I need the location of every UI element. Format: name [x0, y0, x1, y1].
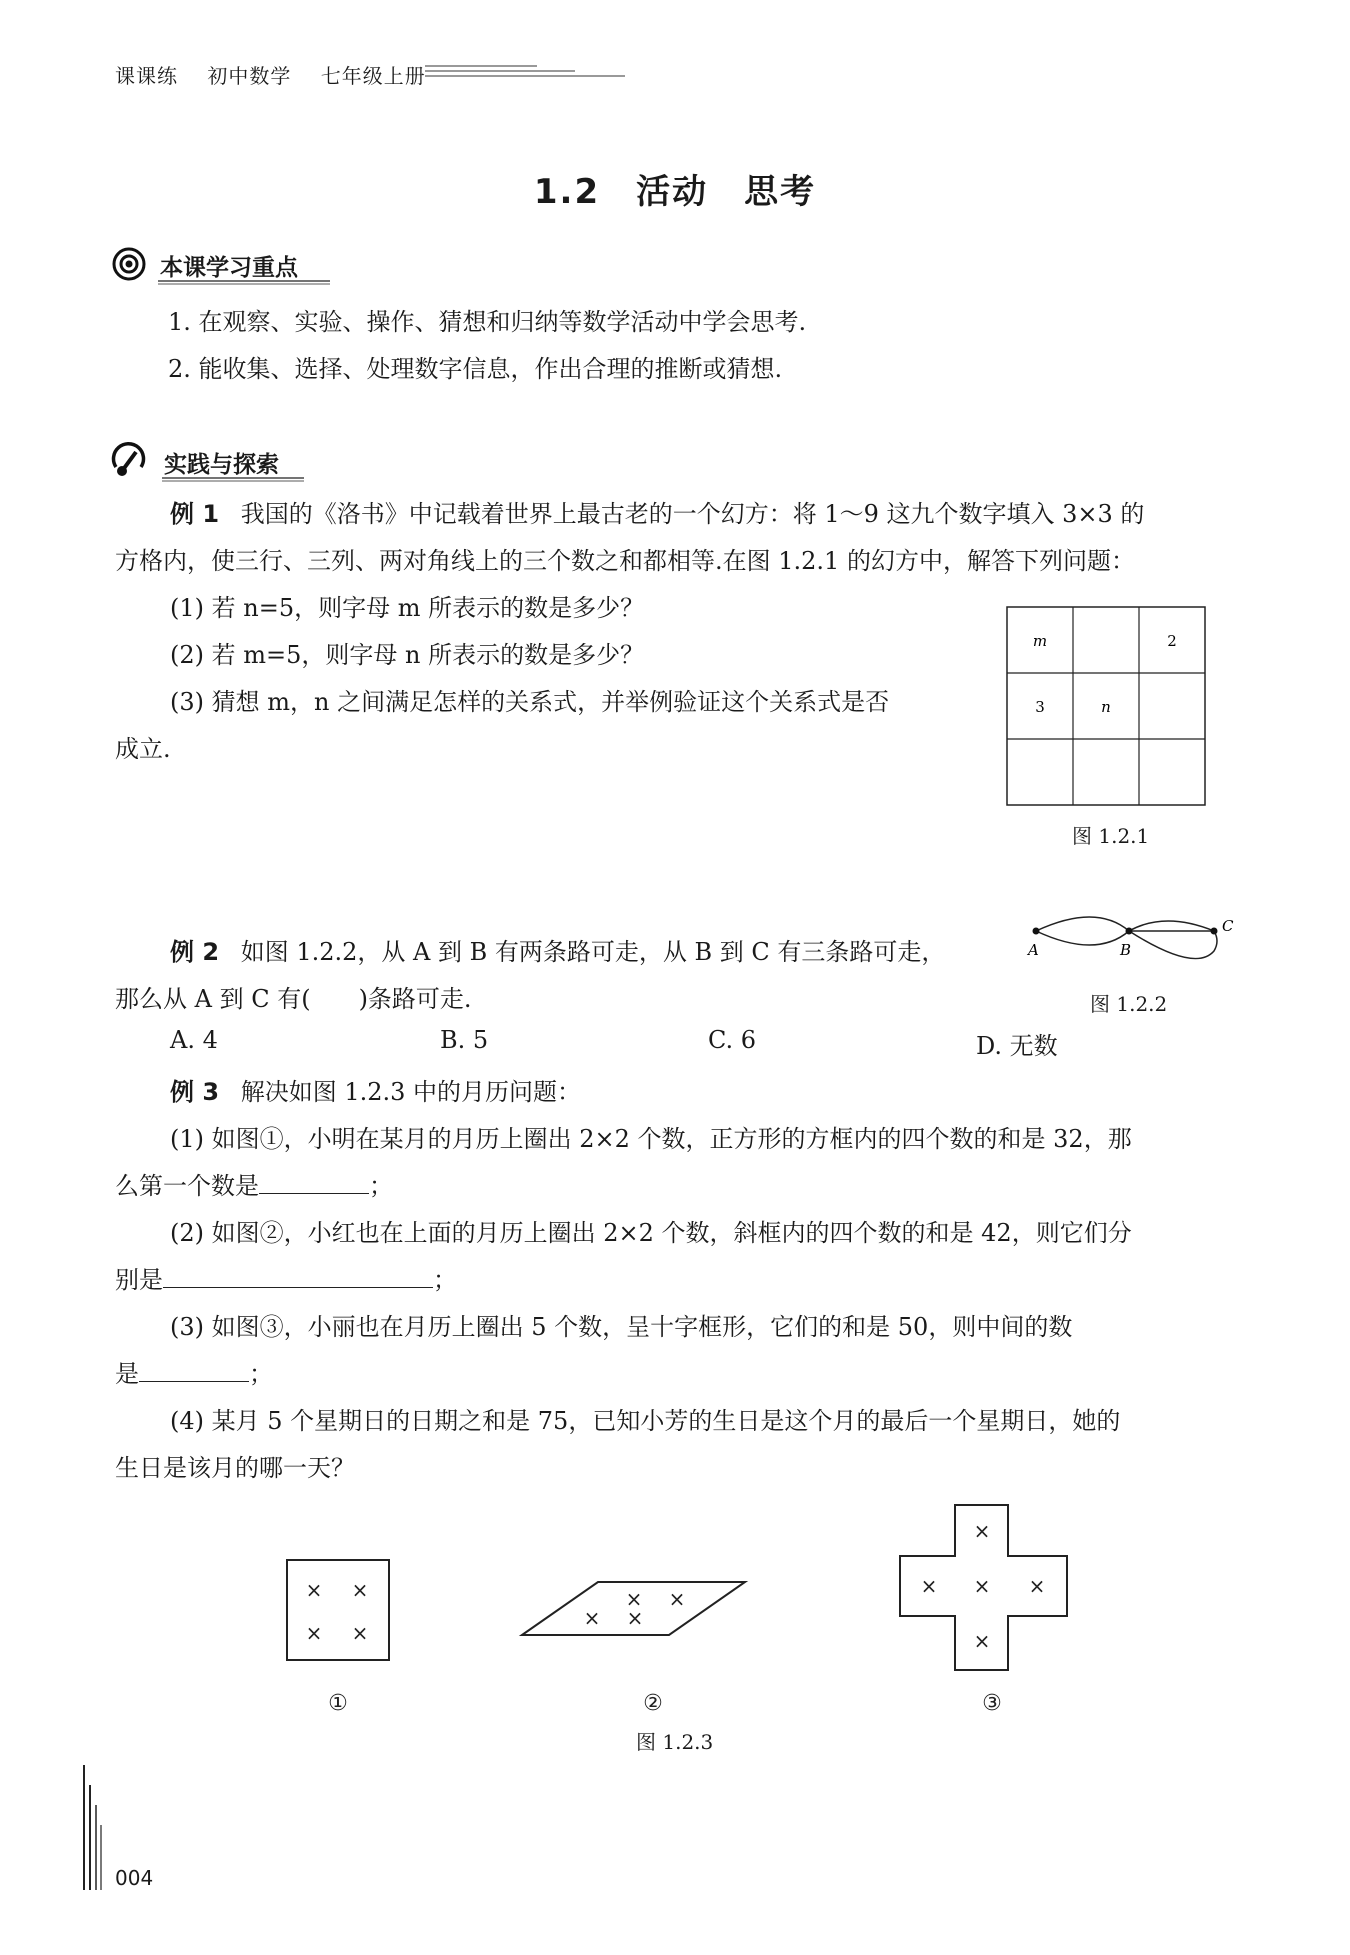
example-1-question-3: (3) 猜想 m，n 之间满足怎样的关系式，并举例验证这个关系式是否	[170, 688, 890, 716]
cross-mark: ×	[305, 1621, 323, 1645]
cross-mark: ×	[626, 1606, 644, 1630]
cross-mark: ×	[305, 1578, 323, 1602]
cross-mark: ×	[973, 1629, 991, 1653]
focus-item-2: 2. 能收集、选择、处理数字信息，作出合理的推断或猜想.	[168, 355, 783, 383]
running-header	[115, 60, 448, 89]
header-decorative-lines	[425, 62, 625, 82]
example-3-question-4: (4) 某月 5 个星期日的日期之和是 75，已知小芳的生日是这个月的最后一个星期日，她的	[170, 1407, 1121, 1435]
semicolon: ；	[433, 1266, 457, 1294]
example-3-label: 例 3	[170, 1078, 220, 1106]
example-2-option-d: D. 无数	[976, 1032, 1058, 1060]
example-2-option-a: A. 4	[170, 1026, 218, 1054]
header-series: 课课练	[115, 64, 178, 88]
example-3-question-1: (1) 如图①，小明在某月的月历上圈出 2×2 个数，正方形的方框内的四个数的和是 32，那	[170, 1125, 1132, 1153]
example-1-question-3-cont: 成立.	[115, 735, 171, 763]
example-3-question-4-cont: 生日是该月的哪一天？	[115, 1454, 355, 1482]
page-margin-bars	[80, 1755, 110, 1895]
page-number: 004	[115, 1866, 154, 1890]
grid-cell-r1c3: 2	[1167, 632, 1177, 650]
example-3-intro: 解决如图 1.2.3 中的月历问题：	[240, 1078, 582, 1106]
figure-label-3: ③	[982, 1691, 1002, 1716]
cross-mark: ×	[973, 1574, 991, 1598]
exploration-icon	[110, 440, 148, 478]
cross-mark: ×	[351, 1578, 369, 1602]
example-1-question-2: (2) 若 m=5，则字母 n 所表示的数是多少？	[170, 641, 645, 669]
figure-1-2-3-caption: 图 1.2.3	[636, 1730, 714, 1754]
example-3-question-2: (2) 如图②，小红也在上面的月历上圈出 2×2 个数，斜框内的四个数的和是 42，则它们分	[170, 1219, 1132, 1247]
answer-blank-2[interactable]	[163, 1265, 433, 1288]
example-2-option-c: C. 6	[708, 1026, 757, 1054]
example-3-question-3-cont: 是	[115, 1360, 139, 1388]
example-1-line-1: 我国的《洛书》中记载着世界上最古老的一个幻方：将 1～9 这九个数字填入 3×3 的	[240, 500, 1145, 528]
cross-mark: ×	[920, 1574, 938, 1598]
cross-mark: ×	[351, 1621, 369, 1645]
example-1-label: 例 1	[170, 500, 220, 528]
example-2-label: 例 2	[170, 938, 220, 966]
point-b-label: B	[1120, 941, 1132, 959]
figure-label-1: ①	[328, 1691, 348, 1716]
example-2-option-b: B. 5	[440, 1026, 489, 1054]
example-3-question-3: (3) 如图③，小丽也在月历上圈出 5 个数，呈十字框形，它们的和是 50，则中间的数	[170, 1313, 1073, 1341]
grid-cell-r1c1: m	[1032, 632, 1048, 650]
header-grade: 七年级上册	[320, 64, 426, 88]
magic-square-grid	[1006, 606, 1206, 806]
grid-cell-r2c1: 3	[1035, 698, 1045, 716]
focus-item-1: 1. 在观察、实验、操作、猜想和归纳等数学活动中学会思考.	[168, 308, 807, 336]
cross-mark: ×	[583, 1606, 601, 1630]
figure-1-2-1-caption: 图 1.2.1	[1072, 824, 1150, 848]
answer-blank-1[interactable]	[259, 1171, 369, 1194]
semicolon: ；	[249, 1360, 273, 1388]
target-icon	[112, 247, 146, 281]
cross-mark: ×	[1028, 1574, 1046, 1598]
figure-1-2-2-caption: 图 1.2.2	[1090, 992, 1168, 1016]
route-diagram	[1020, 905, 1250, 975]
cross-mark: ×	[973, 1519, 991, 1543]
focus-underline	[158, 279, 330, 285]
example-2-line-1: 如图 1.2.2，从 A 到 B 有两条路可走，从 B 到 C 有三条路可走，	[240, 938, 946, 966]
example-1-question-1: (1) 若 n=5，则字母 m 所表示的数是多少？	[170, 594, 645, 622]
header-subject: 初中数学	[207, 64, 292, 88]
figure-label-2: ②	[643, 1691, 663, 1716]
example-3-question-1-cont: 么第一个数是	[115, 1172, 259, 1200]
calendar-figures	[270, 1500, 1100, 1750]
practice-underline	[162, 476, 304, 482]
focus-heading: 本课学习重点	[160, 255, 298, 281]
practice-heading: 实践与探索	[164, 452, 279, 478]
cross-mark: ×	[625, 1587, 643, 1611]
example-1-line-2: 方格内，使三行、三列、两对角线上的三个数之和都相等.在图 1.2.1 的幻方中，解答下列问题：	[115, 547, 1135, 575]
example-3-question-2-cont: 别是	[115, 1266, 163, 1294]
answer-blank-3[interactable]	[139, 1359, 249, 1382]
point-a-label: A	[1028, 941, 1039, 959]
cross-mark: ×	[668, 1587, 686, 1611]
lesson-title: 1.2 活动 思考	[533, 172, 817, 212]
example-2-line-2: 那么从 A 到 C 有( )条路可走.	[115, 985, 472, 1013]
point-c-label: C	[1222, 917, 1234, 935]
semicolon: ；	[369, 1172, 393, 1200]
grid-cell-r2c2: n	[1101, 698, 1111, 716]
